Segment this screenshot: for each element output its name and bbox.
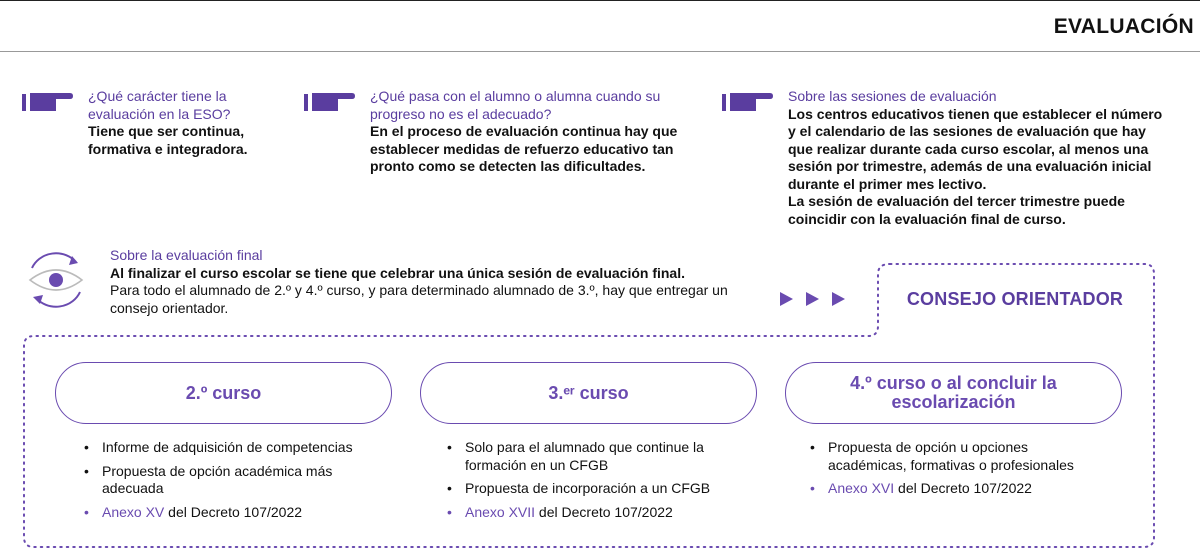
course-2-list bbox=[82, 439, 382, 527]
qa-question: ¿Qué pasa con el alumno o alumna cuando su progreso no es el adecuado? bbox=[370, 88, 661, 122]
course-2-title: 2.º curso bbox=[185, 382, 262, 403]
pointing-hand-icon bbox=[22, 91, 74, 113]
annex-link[interactable]: Anexo XVI bbox=[828, 480, 895, 496]
final-evaluation-statement: Al finalizar el curso escolar se tiene que celebrar una única sesión de evaluación final. bbox=[110, 264, 685, 281]
qa-answer: En el proceso de evaluación continua hay que establecer medidas de refuerzo educativo tan pronto como se detecten las dificultades. bbox=[370, 123, 678, 174]
annex-text: del Decreto 107/2022 bbox=[535, 503, 673, 520]
annex-item bbox=[808, 480, 1108, 498]
pointing-hand-icon bbox=[304, 91, 356, 113]
qa-answer: Tiene que ser continua, formativa e integradora. bbox=[88, 123, 248, 157]
pointing-hand-icon bbox=[722, 91, 774, 113]
annex-item bbox=[445, 504, 745, 522]
course-3-pill bbox=[420, 362, 757, 424]
page-title: EVALUACIÓN bbox=[1053, 15, 1194, 38]
list-item: • Propuesta de incorporación a un CFGB bbox=[445, 480, 745, 498]
header-bar bbox=[0, 0, 1200, 52]
qa-answer: Los centros educativos tienen que establecer el número y el calendario de las sesiones de evaluación que hay que realizar durante cada curso escolar, al menos una sesión por trimestre, además de una evaluación inicial durante el primer mes lectivo. bbox=[788, 105, 1163, 192]
final-evaluation-note: Para todo el alumnado de 2.º y 4.º curso, y para determinado alumnado de 3.º, hay que entregar un consejo orientador. bbox=[110, 282, 728, 316]
list-item: • Propuesta de opción académica más adecuada bbox=[82, 463, 382, 498]
qa-question: Sobre las sesiones de evaluación bbox=[788, 88, 997, 104]
annex-link[interactable]: Anexo XVII bbox=[465, 503, 536, 520]
course-4-title: 4.º curso o al concluir la escolarización bbox=[850, 373, 1057, 412]
qa-question: ¿Qué carácter tiene la evaluación en la ESO? bbox=[88, 88, 231, 122]
course-2-pill bbox=[55, 362, 392, 424]
annex-text: del Decreto 107/2022 bbox=[894, 480, 1032, 496]
consejo-orientador-heading: CONSEJO ORIENTADOR bbox=[906, 289, 1124, 309]
final-evaluation-section bbox=[18, 244, 778, 324]
course-3-title: 3.ᵉʳ curso bbox=[548, 382, 629, 403]
qa-answer-extra: La sesión de evaluación del tercer trimestre puede coincidir con la evaluación final de curso. bbox=[788, 193, 1125, 227]
list-item: • Informe de adquisición de competencias bbox=[82, 439, 382, 457]
list-item: • Solo para el alumnado que continue la formación en un CFGB bbox=[445, 439, 745, 474]
course-4-list bbox=[808, 439, 1108, 504]
list-item: • Propuesta de opción u opciones académicas, formativas o profesionales bbox=[808, 439, 1108, 474]
annex-text: del Decreto 107/2022 bbox=[164, 503, 303, 520]
eye-cycle-icon bbox=[18, 250, 94, 310]
triple-arrow-icon bbox=[780, 292, 850, 306]
course-3-list bbox=[445, 439, 745, 527]
annex-item bbox=[82, 504, 382, 522]
annex-link[interactable]: Anexo XV bbox=[102, 503, 165, 520]
course-4-pill bbox=[785, 362, 1122, 424]
final-evaluation-title: Sobre la evaluación final bbox=[110, 247, 263, 263]
